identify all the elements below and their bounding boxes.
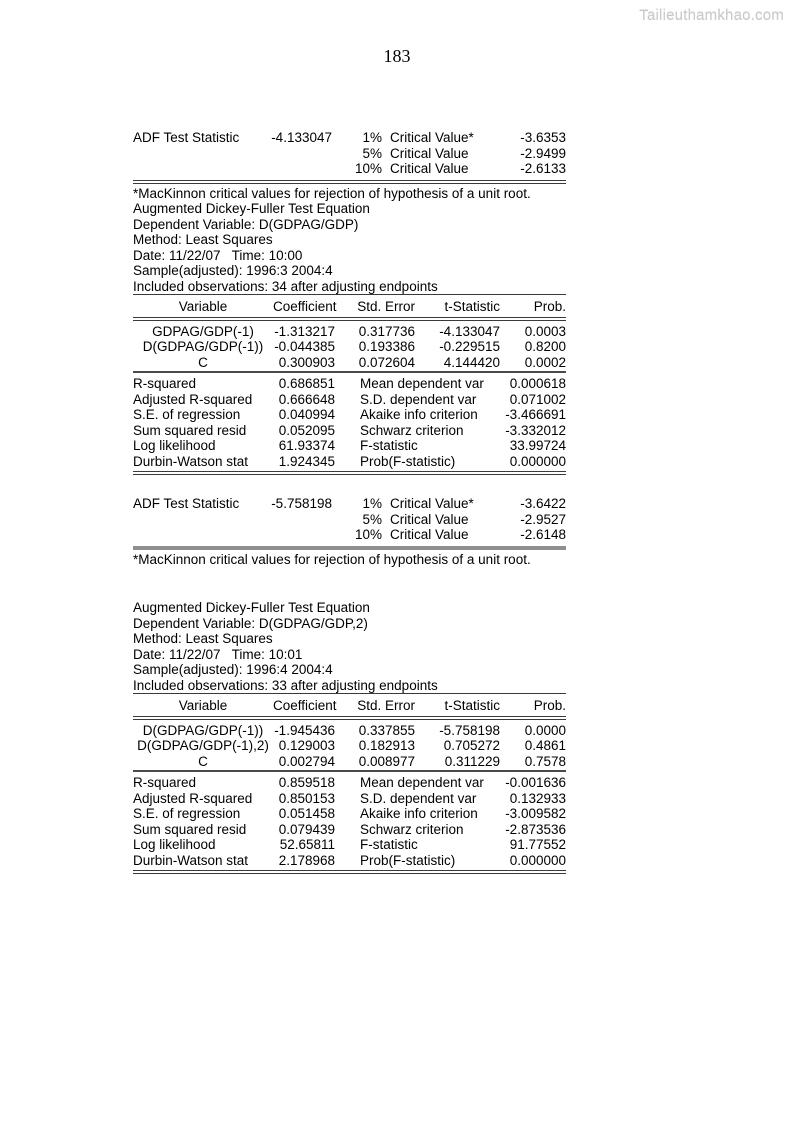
stat-value: 0.000618: [509, 376, 566, 391]
equation-header-line: Augmented Dickey-Fuller Test Equation: [133, 201, 370, 216]
critical-label: Critical Value: [390, 161, 469, 176]
cell-std-error: 0.193386: [358, 339, 415, 354]
adf-row: [133, 130, 566, 146]
cell-t-statistic: 0.311229: [415, 754, 500, 772]
stat-label: Durbin-Watson stat: [133, 454, 258, 474]
stats-row: [133, 791, 566, 807]
regression-stats-2: [133, 772, 566, 874]
equation-header-line: Date: 11/22/07 Time: 10:01: [133, 646, 303, 662]
critical-pct: 5%: [362, 511, 382, 527]
stat-value: 0.850153: [278, 790, 335, 806]
stat-label: R-squared: [133, 376, 197, 391]
cell-variable: C: [133, 355, 273, 373]
adf-row: [133, 496, 566, 512]
stats-row: [133, 407, 566, 423]
stats-row: [133, 806, 566, 822]
horizontal-rule: [133, 546, 566, 550]
mackinnon-footnote: *MacKinnon critical values for rejection of hypothesis of a unit root.: [133, 185, 531, 201]
critical-pct: 5%: [362, 145, 382, 161]
stats-row: [133, 392, 566, 408]
stats-row: [133, 837, 566, 853]
adf-row: [133, 527, 566, 543]
cell-std-error: 0.182913: [358, 738, 415, 753]
critical-value: -2.6148: [520, 527, 566, 542]
stat-value: 0.071002: [509, 391, 566, 407]
cell-variable: GDPAG/GDP(-1): [152, 323, 254, 339]
critical-label: Critical Value: [390, 145, 469, 161]
adf-test-label: ADF Test Statistic: [133, 496, 240, 511]
stats-row: [133, 772, 566, 791]
stat-label: Log likelihood: [133, 837, 216, 852]
page-content: [133, 130, 566, 874]
stat-value: -2.873536: [505, 821, 566, 837]
stats-row: [133, 373, 566, 392]
equation-header-line: Included observations: 33 after adjusting endpoints: [133, 677, 438, 693]
critical-label: Critical Value*: [390, 130, 474, 145]
stat-label: Prob(F-statistic): [360, 853, 500, 873]
stats-row: [133, 853, 566, 873]
adf-row: [133, 161, 566, 177]
cell-t-statistic: -4.133047: [439, 323, 500, 339]
cell-prob: 0.8200: [524, 339, 566, 354]
table-row: [133, 339, 566, 355]
stat-label: Mean dependent var: [360, 376, 484, 391]
cell-t-statistic: -0.229515: [439, 339, 500, 354]
cell-variable: D(GDPAG/GDP(-1)): [142, 722, 264, 738]
table-row: [133, 718, 566, 739]
cell-prob: 0.0003: [524, 323, 566, 339]
equation-header-line: Sample(adjusted): 1996:4 2004:4: [133, 662, 333, 677]
col-header-prob: Prob.: [500, 694, 566, 718]
stat-value: 0.859518: [278, 775, 335, 790]
stat-value: 0.666648: [278, 391, 335, 407]
stat-value: 0.000000: [500, 454, 566, 474]
stats-row: [133, 423, 566, 439]
equation-header-line: Sample(adjusted): 1996:3 2004:4: [133, 263, 333, 278]
critical-pct: 1%: [362, 496, 382, 511]
critical-value: -3.6422: [520, 496, 566, 511]
stat-value: 0.132933: [509, 790, 566, 806]
page-number: 183: [383, 46, 411, 66]
stat-label: R-squared: [133, 775, 197, 790]
stat-value: 0.052095: [278, 422, 335, 438]
stat-value: 2.178968: [258, 853, 335, 873]
stat-value: 1.924345: [258, 454, 335, 474]
cell-prob: 0.0002: [500, 355, 566, 373]
stat-label: F-statistic: [360, 837, 418, 852]
adf-row: [133, 146, 566, 162]
col-header-variable: Variable: [133, 295, 273, 319]
stat-label: Sum squared resid: [133, 422, 247, 438]
table-header-row: [133, 295, 566, 319]
cell-t-statistic: 4.144420: [415, 355, 500, 373]
critical-pct: 10%: [354, 161, 382, 176]
cell-coefficient: -0.044385: [274, 339, 335, 354]
stat-value: 61.93374: [278, 438, 335, 453]
horizontal-rule: [133, 180, 566, 184]
cell-t-statistic: -5.758198: [439, 722, 500, 738]
cell-prob: 0.7578: [500, 754, 566, 772]
critical-label: Critical Value: [390, 527, 469, 542]
stat-label: Adjusted R-squared: [133, 391, 253, 407]
stat-label: S.E. of regression: [133, 407, 241, 422]
equation-header-line: Method: Least Squares: [133, 232, 273, 247]
col-header-prob: Prob.: [500, 295, 566, 319]
cell-prob: 0.4861: [524, 738, 566, 753]
equation-header-line: Method: Least Squares: [133, 631, 273, 646]
cell-std-error: 0.317736: [358, 323, 415, 339]
col-header-t-statistic: t-Statistic: [415, 295, 500, 319]
stat-value: 0.051458: [278, 806, 335, 821]
col-header-variable: Variable: [133, 694, 273, 718]
regression-stats-1: [133, 373, 566, 475]
critical-value: -2.6133: [520, 161, 566, 176]
cell-prob: 0.0000: [524, 722, 566, 738]
cell-variable: D(GDPAG/GDP(-1),2): [137, 738, 269, 753]
stat-value: -3.009582: [505, 806, 566, 821]
stats-row: [133, 454, 566, 474]
stat-label: S.E. of regression: [133, 806, 241, 821]
stat-value: 91.77552: [509, 837, 566, 852]
table-row: [133, 754, 566, 772]
cell-t-statistic: 0.705272: [443, 738, 500, 753]
table-row: [133, 355, 566, 373]
stat-value: 0.040994: [278, 407, 335, 422]
stat-value: 0.686851: [278, 376, 335, 391]
stat-label: S.D. dependent var: [360, 790, 477, 806]
stat-value: 33.99724: [509, 438, 566, 453]
stat-label: Durbin-Watson stat: [133, 853, 258, 873]
cell-coefficient: -1.945436: [274, 722, 335, 738]
stat-value: -3.332012: [505, 422, 566, 438]
adf-test-value: -4.133047: [271, 130, 332, 145]
table-header-row: [133, 694, 566, 718]
stat-value: -3.466691: [505, 407, 566, 422]
cell-std-error: 0.337855: [358, 722, 415, 738]
cell-std-error: 0.072604: [335, 355, 415, 373]
col-header-t-statistic: t-Statistic: [415, 694, 500, 718]
critical-label: Critical Value*: [390, 496, 474, 511]
equation-header-line: Augmented Dickey-Fuller Test Equation: [133, 600, 370, 615]
stat-label: Schwarz criterion: [360, 422, 464, 438]
stat-value: 52.65811: [279, 837, 335, 852]
stat-value: -0.001636: [505, 775, 566, 790]
critical-label: Critical Value: [390, 511, 469, 527]
equation-header-block-2: [133, 600, 566, 693]
stat-label: Schwarz criterion: [360, 821, 464, 837]
adf-row: [133, 512, 566, 528]
stat-label: Adjusted R-squared: [133, 790, 253, 806]
stat-label: Log likelihood: [133, 438, 216, 453]
critical-value: -2.9499: [520, 145, 566, 161]
cell-variable: C: [133, 754, 273, 772]
cell-std-error: 0.008977: [335, 754, 415, 772]
col-header-std-error: Std. Error: [335, 694, 415, 718]
stat-value: 0.000000: [500, 853, 566, 873]
col-header-std-error: Std. Error: [335, 295, 415, 319]
coefficient-table-1: [133, 294, 566, 373]
stat-label: Akaike info criterion: [360, 806, 478, 821]
critical-pct: 10%: [354, 527, 382, 542]
cell-coefficient: 0.002794: [273, 754, 335, 772]
adf-test-value: -5.758198: [271, 496, 332, 511]
table-row: [133, 319, 566, 340]
equation-header-line: Dependent Variable: D(GDPAG/GDP): [133, 216, 359, 232]
col-header-coefficient: Coefficient: [273, 295, 335, 319]
critical-value: -3.6353: [520, 130, 566, 145]
critical-value: -2.9527: [520, 511, 566, 527]
cell-coefficient: 0.300903: [273, 355, 335, 373]
stat-label: Prob(F-statistic): [360, 454, 500, 474]
table-row: [133, 738, 566, 754]
equation-header-line: Dependent Variable: D(GDPAG/GDP,2): [133, 615, 368, 631]
stat-label: Sum squared resid: [133, 821, 247, 837]
critical-pct: 1%: [362, 130, 382, 145]
cell-coefficient: -1.313217: [274, 323, 335, 339]
adf-test-block-1: [133, 130, 566, 177]
stats-row: [133, 822, 566, 838]
stat-label: Akaike info criterion: [360, 407, 478, 422]
stats-row: [133, 438, 566, 454]
cell-variable: D(GDPAG/GDP(-1)): [142, 339, 264, 354]
stat-label: Mean dependent var: [360, 775, 484, 790]
adf-test-label: ADF Test Statistic: [133, 130, 240, 145]
mackinnon-footnote: *MacKinnon critical values for rejection of hypothesis of a unit root.: [133, 551, 531, 567]
cell-coefficient: 0.129003: [278, 738, 335, 753]
stat-label: F-statistic: [360, 438, 418, 453]
equation-header-line: Date: 11/22/07 Time: 10:00: [133, 247, 303, 263]
stat-value: 0.079439: [278, 821, 335, 837]
equation-header-line: Included observations: 34 after adjusting endpoints: [133, 278, 438, 294]
stat-label: S.D. dependent var: [360, 391, 477, 407]
watermark: Tailieuthamkhao.com: [639, 7, 784, 24]
coefficient-table-2: [133, 693, 566, 772]
adf-test-block-2: [133, 496, 566, 543]
col-header-coefficient: Coefficient: [273, 694, 335, 718]
